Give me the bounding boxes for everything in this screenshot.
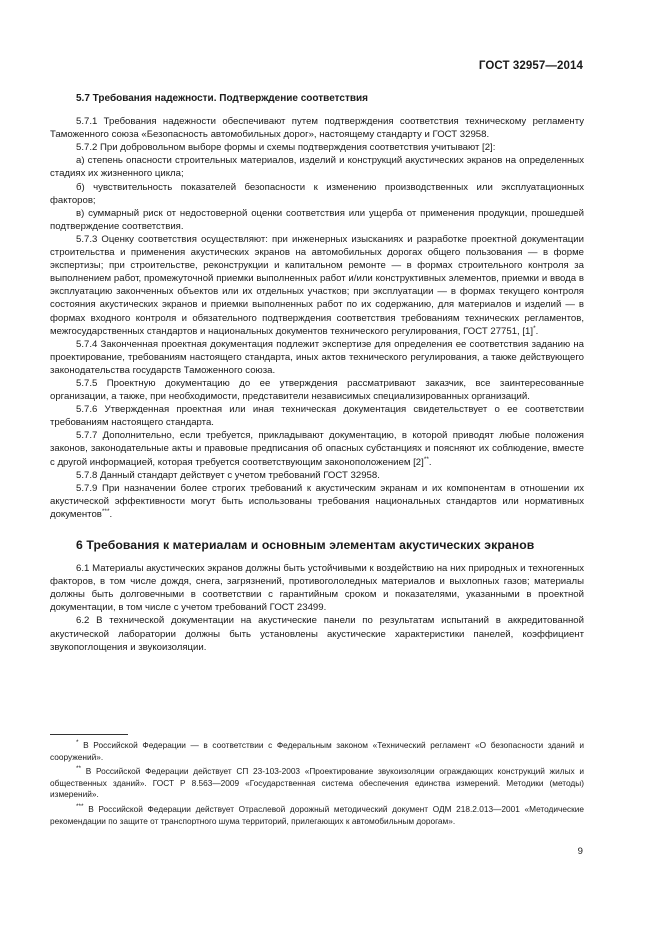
paragraph-5-7-5: 5.7.5 Проектную документацию до ее утверждения рассматривают заказчик, все заинтересованные организации, а также, при необходимости, представители независимых специализированных организаций. bbox=[50, 377, 584, 403]
footnote-2-mark: ** bbox=[76, 765, 82, 773]
footnotes bbox=[50, 740, 584, 830]
section-6-heading: 6 Требования к материалам и основным элементам акустических экранов bbox=[76, 538, 535, 552]
footnote-2-text: В Российской Федерации действует СП 23-103-2003 «Проектирование звукоизоляции ограждающих конструкций жилых и общественных зданий». ГОСТ Р 8.563—2009 «Государственная система обеспечения единства измерений. Методики (методы) измерений». bbox=[50, 766, 584, 800]
paragraph-5-7-3: 5.7.3 Оценку соответствия осуществляют: при инженерных изысканиях и разработке проектной документации строительства и применения акустических экранов на автомобильных дорогах общего пользования — в форме экспертизы; при строительстве, реконструкции и капитальном ремонте — в формах строительного контроля за выполнением работ, промежуточной приемки выполненных работ и/или конструктивных элементов, приемки и ввода в эксплуатацию законченных объектов или их отдельных участков; при эксплуатации — в формах текущего контроля состояния акустических экранов и приемки выполненных работ по их содержанию, для материалов и изделий — в формах входного контроля и обязательного подтверждения соответствия требованиям технических регламентов, межгосударственных стандартов и национальных документов технического регулирования, ГОСТ 27751, [1]*. bbox=[50, 233, 584, 337]
footnote-1-text: В Российской Федерации — в соответствии с Федеральным законом «Технический регламент «О безопасности зданий и сооружений». bbox=[50, 740, 584, 762]
list-item-v: в) суммарный риск от недостоверной оценки соответствия или ущерба от применения продукции, прошедшей подтверждение соответствия. bbox=[50, 207, 584, 232]
list-item-b: б) чувствительность показателей безопасности к изменению производственных или эксплуатационных факторов; bbox=[50, 181, 584, 206]
paragraph-5-7-4: 5.7.4 Законченная проектная документация подлежит экспертизе для определения ее соответствия заданию на проектирование, требованиям настоящего стандарта, иных актов технического регулирования, а также действующего законодательства государств Таможенного союза. bbox=[50, 338, 584, 376]
paragraph-5-7-2: 5.7.2 При добровольном выборе формы и схемы подтверждения соответствия учитывают [2]: bbox=[76, 142, 496, 154]
paragraph-5-7-9 bbox=[50, 482, 584, 521]
footnote-1-mark: * bbox=[76, 739, 79, 746]
main-content bbox=[50, 92, 584, 654]
page-number: 9 bbox=[577, 846, 583, 857]
paragraph-5-7-9-text: 5.7.9 При назначении более строгих требований к акустическим экранам и их компонентам в отношении их акустической эффективности могут быть использованы требования национальных стандартов или нормативных документов bbox=[50, 482, 584, 520]
paragraph-6-1: 6.1 Материалы акустических экранов должны быть устойчивыми к воздействию на них природных и техногенных факторов, в том числе дождя, снега, загрязнений, противогололедных материалов и выхлопных газов; материалы должны быть долговечными в соответствии с гарантийным сроком и показателями, указанными в проектной документации, в том числе с учетом требований ГОСТ 23499. bbox=[50, 563, 584, 614]
paragraph-5-7-6: 5.7.6 Утвержденная проектная или иная техническая документация свидетельствует о ее соответствии требованиям настоящего стандарта. bbox=[50, 404, 584, 429]
footnote-ref-1: * bbox=[533, 324, 536, 332]
list-item-a: а) степень опасности строительных материалов, изделий и конструкций акустических экранов на определенных стадиях их жизненного цикла; bbox=[50, 155, 584, 180]
paragraph-5-7-1: 5.7.1 Требования надежности обеспечивают путем подтверждения соответствия техническому регламенту Таможенного союза «Безопасность автомобильных дорог», настоящему стандарту и ГОСТ 32958. bbox=[50, 116, 584, 141]
paragraph-5-7-7: 5.7.7 Дополнительно, если требуется, прикладывают документацию, в которой приводят любые положения законов, законодательные акты и правовые предписания об опасных субстанциях и поясняют их соблюдение, вместе с другой информацией, которая требуется соответствующим законоположением [2]**. bbox=[50, 430, 584, 468]
footnote-1 bbox=[50, 740, 584, 763]
section-5-7-heading: 5.7 Требования надежности. Подтверждение соответствия bbox=[76, 93, 368, 104]
paragraph-5-7-3-text: 5.7.3 Оценку соответствия осуществляют: при инженерных изысканиях и разработке проектной документации строительства и применения акустических экранов на автомобильных дорогах общего пользования — в форме экспертизы; при строительстве, реконструкции и капитальном ремонте — в формах строительного контроля за выполнением работ, промежуточной приемки выполненных работ и/или конструктивных элементов, приемки и ввода в эксплуатацию законченных объектов или их отдельных участков; при эксплуатации — в формах текущего контроля состояния акустических экранов и приемки выполненных работ по их содержанию, для материалов и изделий — в формах входного контроля и обязательного подтверждения соответствия требованиям технических регламентов, межгосударственных стандартов и национальных документов технического регулирования, ГОСТ 27751, [1] bbox=[50, 233, 584, 337]
footnote-2 bbox=[50, 766, 584, 801]
footnote-ref-2: ** bbox=[423, 455, 429, 463]
footnote-separator bbox=[50, 734, 128, 735]
footnote-3-text: В Российской Федерации действует Отраслевой дорожный методический документ ОДМ 218.2.013—2001 «Методические рекомендации по защите от транспортного шума территорий, прилегающих к автомобильным дорогам». bbox=[50, 803, 584, 826]
paragraph-5-7-8: 5.7.8 Данный стандарт действует с учетом требований ГОСТ 32958. bbox=[76, 469, 380, 481]
footnote-3-mark: *** bbox=[76, 802, 84, 810]
paragraph-5-7-9-tail: . bbox=[109, 508, 113, 520]
footnote-3 bbox=[50, 804, 584, 827]
paragraph-5-7-7-text: 5.7.7 Дополнительно, если требуется, прикладывают документацию, в которой приводят любые положения законов, законодательные акты и правовые предписания об опасных субстанциях и поясняют их соблюдение, вместе с другой информацией, которая требуется соответствующим законоположением [2] bbox=[50, 430, 584, 468]
footnote-ref-3: *** bbox=[101, 507, 110, 515]
paragraph-6-2: 6.2 В технической документации на акустические панели по результатам испытаний в аккредитованной акустической лаборатории должны быть установлены акустические характеристики панелей, коэффициент звукопоглощения и звукоизоляции. bbox=[50, 615, 584, 653]
document-code-header: ГОСТ 32957—2014 bbox=[478, 60, 583, 72]
